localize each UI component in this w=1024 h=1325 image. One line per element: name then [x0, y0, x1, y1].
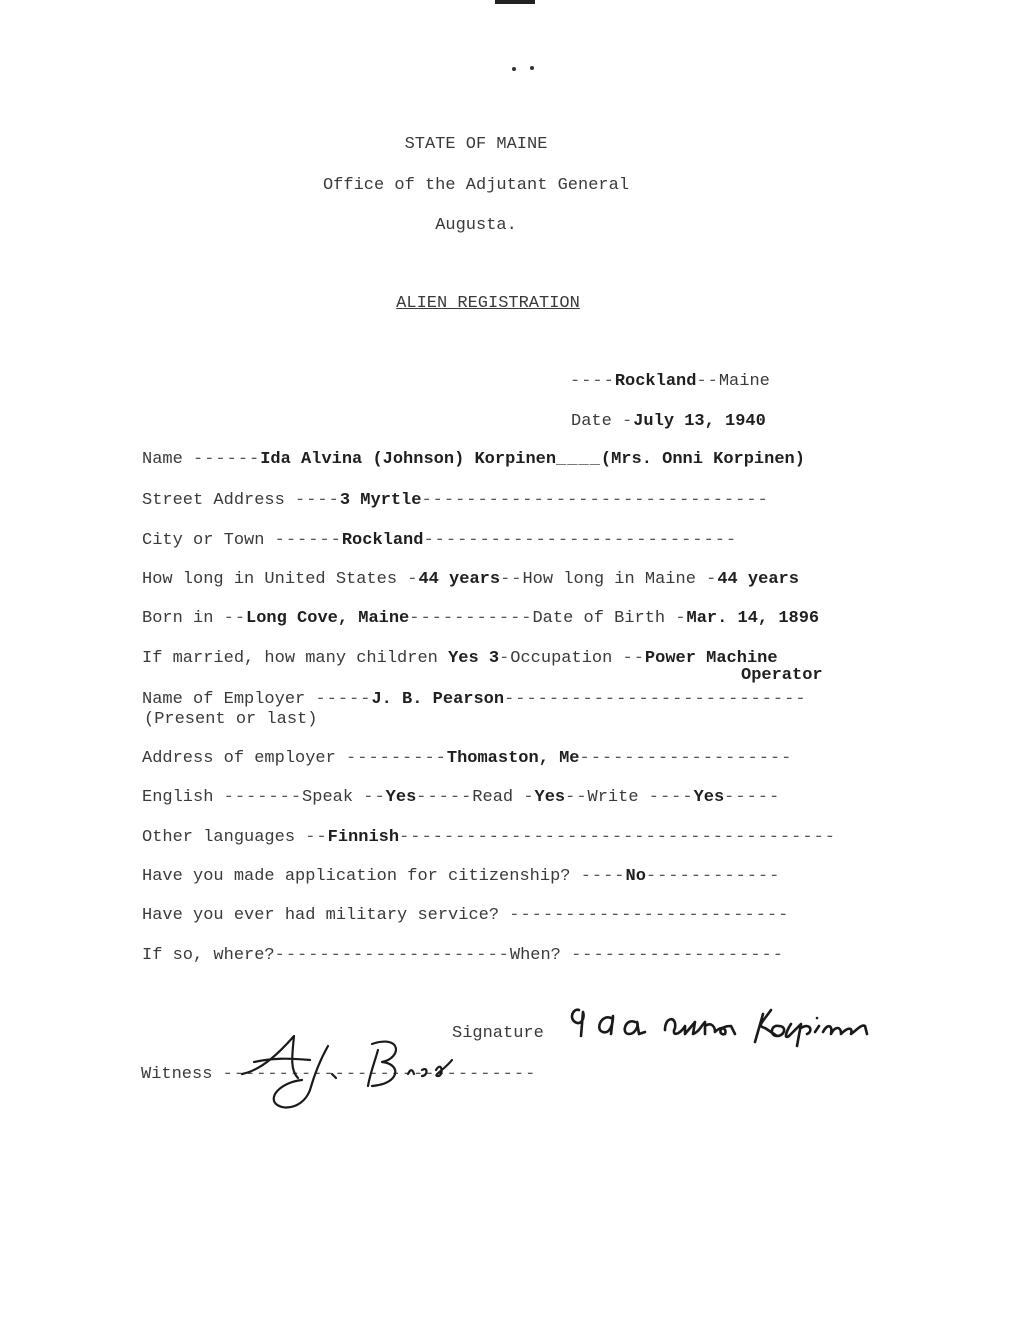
- read-label: Read: [472, 788, 514, 807]
- maine-years-label: How long in Maine: [522, 570, 696, 589]
- film-edge-mark: [495, 0, 535, 4]
- duration-row: How long in United States -44 years--How long in Maine -44 years: [142, 570, 799, 589]
- name-label: Name: [142, 450, 183, 469]
- born-value: Long Cove, Maine: [246, 609, 410, 628]
- street-row: Street Address ----3 Myrtle-------------------------------: [142, 491, 769, 510]
- dob-value: Mar. 14, 1896: [686, 609, 820, 628]
- header-office: Office of the Adjutant General: [322, 176, 630, 195]
- birth-row: Born in --Long Cove, Maine-----------Date of Birth -Mar. 14, 1896: [142, 609, 820, 628]
- read-value: Yes: [534, 788, 566, 807]
- date-line: Date -July 13, 1940: [571, 412, 766, 431]
- write-value: Yes: [693, 788, 725, 807]
- citizenship-value: No: [625, 867, 646, 886]
- header-city: Augusta.: [435, 216, 517, 235]
- when-label: When?: [509, 946, 561, 965]
- name-row: Name ------Ida Alvina (Johnson) Korpinen____(Mrs. Onni Korpinen): [142, 450, 805, 469]
- maine-years-value: 44 years: [717, 570, 799, 589]
- paper-speck: [512, 67, 516, 71]
- employer-address-label: Address of employer: [142, 749, 336, 768]
- street-label: Street Address: [142, 491, 285, 510]
- date-value: July 13, 1940: [633, 412, 766, 431]
- name-value: Ida Alvina (Johnson) Korpinen: [260, 450, 557, 469]
- speak-value: Yes: [385, 788, 417, 807]
- occupation-value-line2: Operator: [741, 666, 823, 685]
- write-label: Write: [587, 788, 639, 807]
- family-row: If married, how many children Yes 3-Occupation --Power Machine: [142, 649, 778, 668]
- city-label: City or Town: [142, 531, 265, 550]
- occupation-label: Occupation: [510, 649, 613, 668]
- city-row: City or Town ------Rockland----------------------------: [142, 531, 738, 550]
- paper-speck: [530, 66, 534, 70]
- employer-label: Name of Employer: [142, 690, 306, 709]
- military-label: Have you ever had military service?: [142, 906, 500, 925]
- employer-address-value: Thomaston, Me: [446, 749, 580, 768]
- witness-row: Witness ----------------------------: [141, 1065, 537, 1084]
- employer-value: J. B. Pearson: [371, 690, 505, 709]
- speak-label: Speak: [302, 788, 354, 807]
- languages-value: Finnish: [327, 828, 400, 847]
- employer-sublabel: (Present or last): [144, 710, 318, 729]
- where-label: If so, where?: [142, 946, 275, 965]
- english-label: English: [142, 788, 214, 807]
- date-label: Date: [571, 412, 612, 431]
- where-row: If so, where?---------------------When? -------------------: [142, 946, 784, 965]
- employer-address-row: Address of employer ---------Thomaston, Me-------------------: [142, 749, 793, 768]
- occupation-value: Power Machine: [644, 649, 778, 668]
- us-years-value: 44 years: [418, 570, 501, 589]
- employer-row: Name of Employer -----J. B. Pearson---------------------------: [142, 690, 807, 709]
- form-title: ALIEN REGISTRATION: [396, 294, 580, 313]
- children-label: If married, how many children: [142, 649, 438, 668]
- place-line: ----Rockland--Maine: [570, 372, 770, 391]
- born-label: Born in: [142, 609, 214, 628]
- military-row: Have you ever had military service? -------------------------: [142, 906, 790, 925]
- witness-label: Witness: [141, 1065, 213, 1084]
- languages-label: Other languages: [142, 828, 296, 847]
- signature-label: Signature: [452, 1024, 544, 1043]
- citizenship-row: Have you made application for citizenship? ----No------------: [142, 867, 781, 886]
- place-suffix: Maine: [718, 372, 770, 391]
- children-value: Yes 3: [448, 649, 500, 668]
- street-value: 3 Myrtle: [339, 491, 422, 510]
- citizenship-label: Have you made application for citizenship?: [142, 867, 571, 886]
- name-extra: (Mrs. Onni Korpinen): [600, 450, 805, 469]
- header-state: STATE OF MAINE: [404, 135, 548, 154]
- signature-handwriting: [565, 996, 935, 1056]
- us-years-label: How long in United States: [142, 570, 398, 589]
- witness-signature-handwriting: [232, 1030, 462, 1115]
- place-value: Rockland: [614, 372, 697, 391]
- city-value: Rockland: [341, 531, 424, 550]
- dob-label: Date of Birth: [532, 609, 666, 628]
- english-row: English -------Speak --Yes-----Read -Yes--Write ----Yes-----: [142, 788, 781, 807]
- languages-row: Other languages --Finnish---------------------------------------: [142, 828, 836, 847]
